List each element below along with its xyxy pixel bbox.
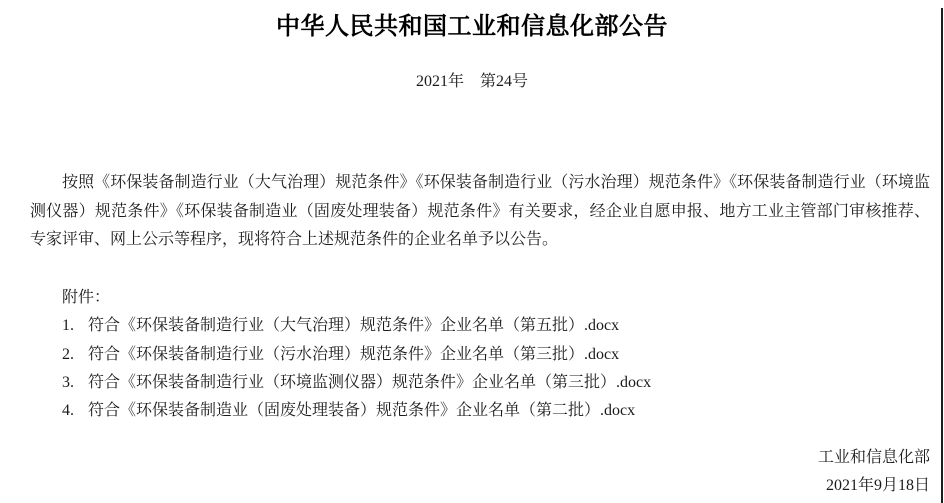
attachment-item [62, 397, 651, 425]
issue-number: 2021年 第24号 [415, 73, 528, 90]
signature-date: 2021年9月18日 [825, 477, 930, 494]
attachment-item [62, 369, 651, 397]
attachments-list [62, 284, 651, 425]
attachments-header: 附件： [62, 289, 111, 306]
attachment-item [62, 312, 651, 340]
attachment-item [62, 341, 651, 369]
attachment-link[interactable]: 符合《环保装备制造行业（环境监测仪器）规范条件》企业名单（第三批）.docx [88, 373, 652, 391]
signature-block [818, 444, 930, 500]
body-paragraph: 按照《环保装备制造行业（大气治理）规范条件》《环保装备制造行业（污水治理）规范条件》《环保装备制造行业（环境监测仪器）规范条件》《环保装备制造业（固废处理装备）规范条件》有关要求，经企业自愿申报、地方工业主管部门审核推荐、专家评审、网上公示等程序，现将符合上述规范条件的企业名单予以公告。 [30, 174, 930, 248]
attachment-number: 2. [62, 345, 74, 363]
attachment-number: 3. [62, 373, 74, 391]
document-title: 中华人民共和国工业和信息化部公告 [276, 13, 668, 40]
signature-issuer: 工业和信息化部 [817, 449, 930, 466]
attachment-link[interactable]: 符合《环保装备制造行业（大气治理）规范条件》企业名单（第五批）.docx [88, 317, 620, 335]
attachment-link[interactable]: 符合《环保装备制造业（固废处理装备）规范条件》企业名单（第二批）.docx [88, 402, 636, 420]
attachment-number: 4. [62, 402, 74, 420]
attachment-link[interactable]: 符合《环保装备制造行业（污水治理）规范条件》企业名单（第三批）.docx [88, 345, 620, 363]
attachment-number: 1. [62, 317, 74, 335]
